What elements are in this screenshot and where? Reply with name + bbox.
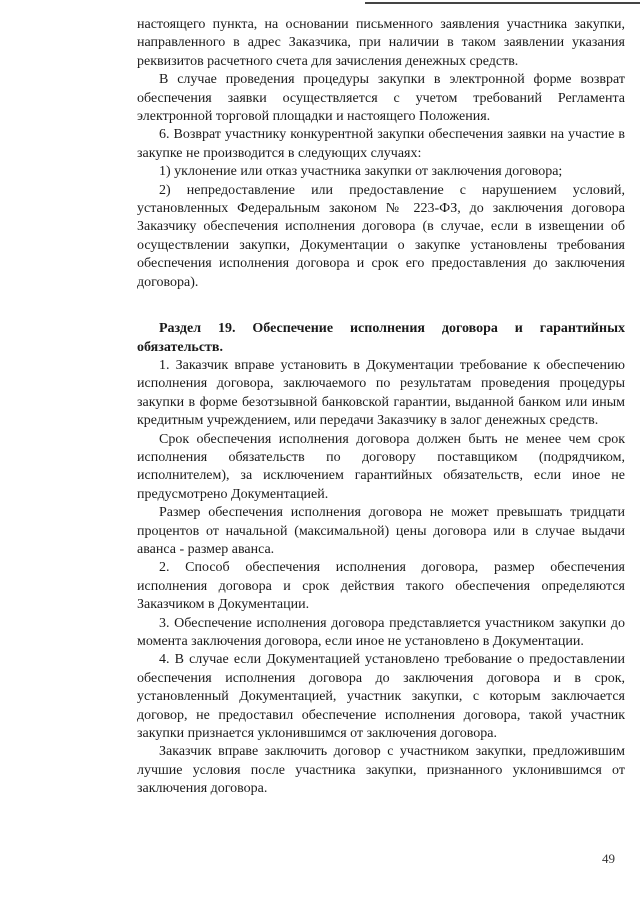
paragraph: 1) уклонение или отказ участника закупки от заключения договора; bbox=[159, 164, 563, 180]
paragraph: Срок обеспечения исполнения договора должен быть не менее чем срок исполнения обязательств по договору поставщиком (подрядчиком, исполнителем), за исключением гарантийных обязательств, если иное не предусмотрено Документацией. bbox=[137, 431, 625, 502]
paragraph: Заказчик вправе заключить договор с участником закупки, предложившим лучшие условия после участника закупки, признанного уклонившимся от заключения договора. bbox=[137, 744, 625, 797]
top-border-line bbox=[365, 2, 640, 4]
page-number: 49 bbox=[602, 851, 615, 866]
paragraph: 4. В случае если Документацией установлено требование о предоставлении обеспечения исполнения договора до заключения договора и в срок, установленный Документацией, участник закупки, с которым заключается договор, не предоставил обеспечение исполнения договора, такой участник закупки признается уклонившимся от заключения договора. bbox=[137, 652, 625, 742]
paragraph: 6. Возврат участнику конкурентной закупки обеспечения заявки на участие в закупке не производится в следующих случаях: bbox=[137, 127, 625, 161]
document-page bbox=[137, 16, 625, 799]
paragraph: Размер обеспечения исполнения договора не может превышать тридцати процентов от начальной (максимальной) цены договора или в случае выдачи аванса - размер аванса. bbox=[137, 505, 625, 557]
paragraph: 2) непредоставление или предоставление с нарушением условий, установленных Федеральным законом № 223-ФЗ, до заключения договора Заказчику обеспечения исполнения договора (в случае, если в извещении об осуществлении закупки, Документации о закупке установлены требования обеспечения исполнения договора и срок его предоставления до заключения договора). bbox=[137, 182, 625, 290]
section-heading: Раздел 19. Обеспечение исполнения договора и гарантийных обязательств. bbox=[137, 321, 625, 355]
paragraph: В случае проведения процедуры закупки в электронной форме возврат обеспечения заявки осуществляется с учетом требований Регламента электронной торговой площадки и настоящего Положения. bbox=[137, 72, 625, 125]
paragraph: 1. Заказчик вправе установить в Документации требование к обеспечению исполнения договора, заключаемого по результатам проведения процедуры закупки в форме безотзывной банковской гарантии, выданной банком или иным кредитным учреждением, или передачи Заказчику в залог денежных средств. bbox=[137, 357, 625, 429]
paragraph: настоящего пункта, на основании письменного заявления участника закупки, направленного в адрес Заказчика, при наличии в таком заявлении указания реквизитов расчетного счета для зачисления денежных средств. bbox=[137, 17, 625, 69]
paragraph: 3. Обеспечение исполнения договора представляется участником закупки до момента заключения договора, если иное не установлено в Документации. bbox=[137, 615, 625, 649]
paragraph: 2. Способ обеспечения исполнения договора, размер обеспечения исполнения договора и срок действия такого обеспечения определяются Заказчиком в Документации. bbox=[137, 560, 625, 613]
